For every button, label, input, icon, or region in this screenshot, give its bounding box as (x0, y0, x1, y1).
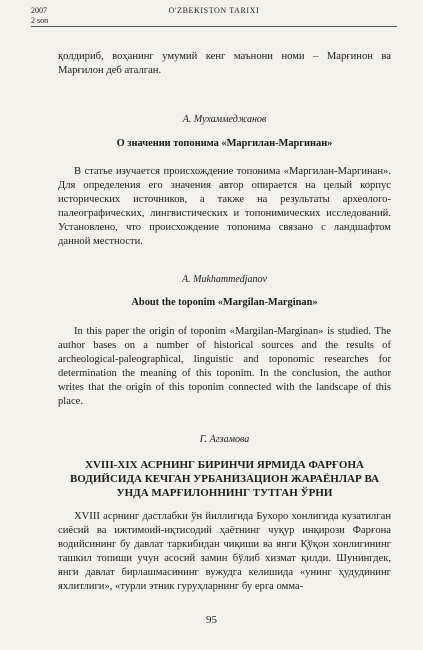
running-header (31, 4, 397, 27)
article-author: Г. Агзамова (199, 434, 250, 445)
header-issue: 2 son (31, 16, 49, 25)
article-title: XVIII-XIX АСРНИНГ БИРИНЧИ ЯРМИДА ФАРҒОНА ВОДИЙСИДА КЕЧГАН УРБАНИЗАЦИОН ЖАРАЁНЛАР ВА УНДА МАРҒИЛОННИНГ ТУТГАН ЎРНИ (69, 459, 380, 499)
summary-ru-text: В статье изучается происхождение топонима «Маргилан-Маргинан». Для определения его значения автор опирается на целый корпус исторических источников, а также на результаты археолого-палеографических, лингвистических и топонимических исследований. Установлено, что происхождение топонима связано с ландшафтом данной местности. (58, 166, 391, 247)
summary-ru-author: А. Мухаммеджанов (182, 114, 267, 125)
summary-en-title: About the toponim «Margilan-Marginan» (131, 297, 318, 308)
summary-ru-title: О значении топонима «Маргилан-Маргинан» (116, 138, 333, 149)
summary-en-author: A. Mukhammedjanov (182, 274, 267, 285)
header-journal-title: O'ZBEKISTON TARIXI (168, 6, 260, 15)
intro-paragraph: қолдириб, воҳанинг умумий кенг маънони номи – Марғинон ва Марғилон деб аталган. (58, 51, 391, 76)
header-year: 2007 (31, 6, 47, 15)
summary-en-text: In this paper the origin of toponim «Margilan-Marginan» is studied. The author bases on a number of historical sources and the results of archeological-paleographical, linguistic and toponomic researches for determination the meaning of this toponim. In the conclusion, the author writes that the origin of this toponim connected with the landscape of this place. (58, 326, 391, 407)
article-body: XVIII асрнинг дастлабки ўн йиллигида Бухоро хонлигида кузатилган сиёсий ва ижтимоий-иқтисодий ҳаётнинг чуқур инқирози Фарғона водийсининг бу давлат таркибидан чиқиши ва янги Қўқон хонлигининг ташкил топиши учун асосий замин бўлиб хизмат қилди. Шунингдек, янги давлат бирлашмасининг вужудга келишида «унинг ҳудудининг яхлитлиги», «турли этник гуруҳларнинг бу ерга омма- (58, 511, 391, 592)
page-number: 95 (206, 614, 217, 626)
